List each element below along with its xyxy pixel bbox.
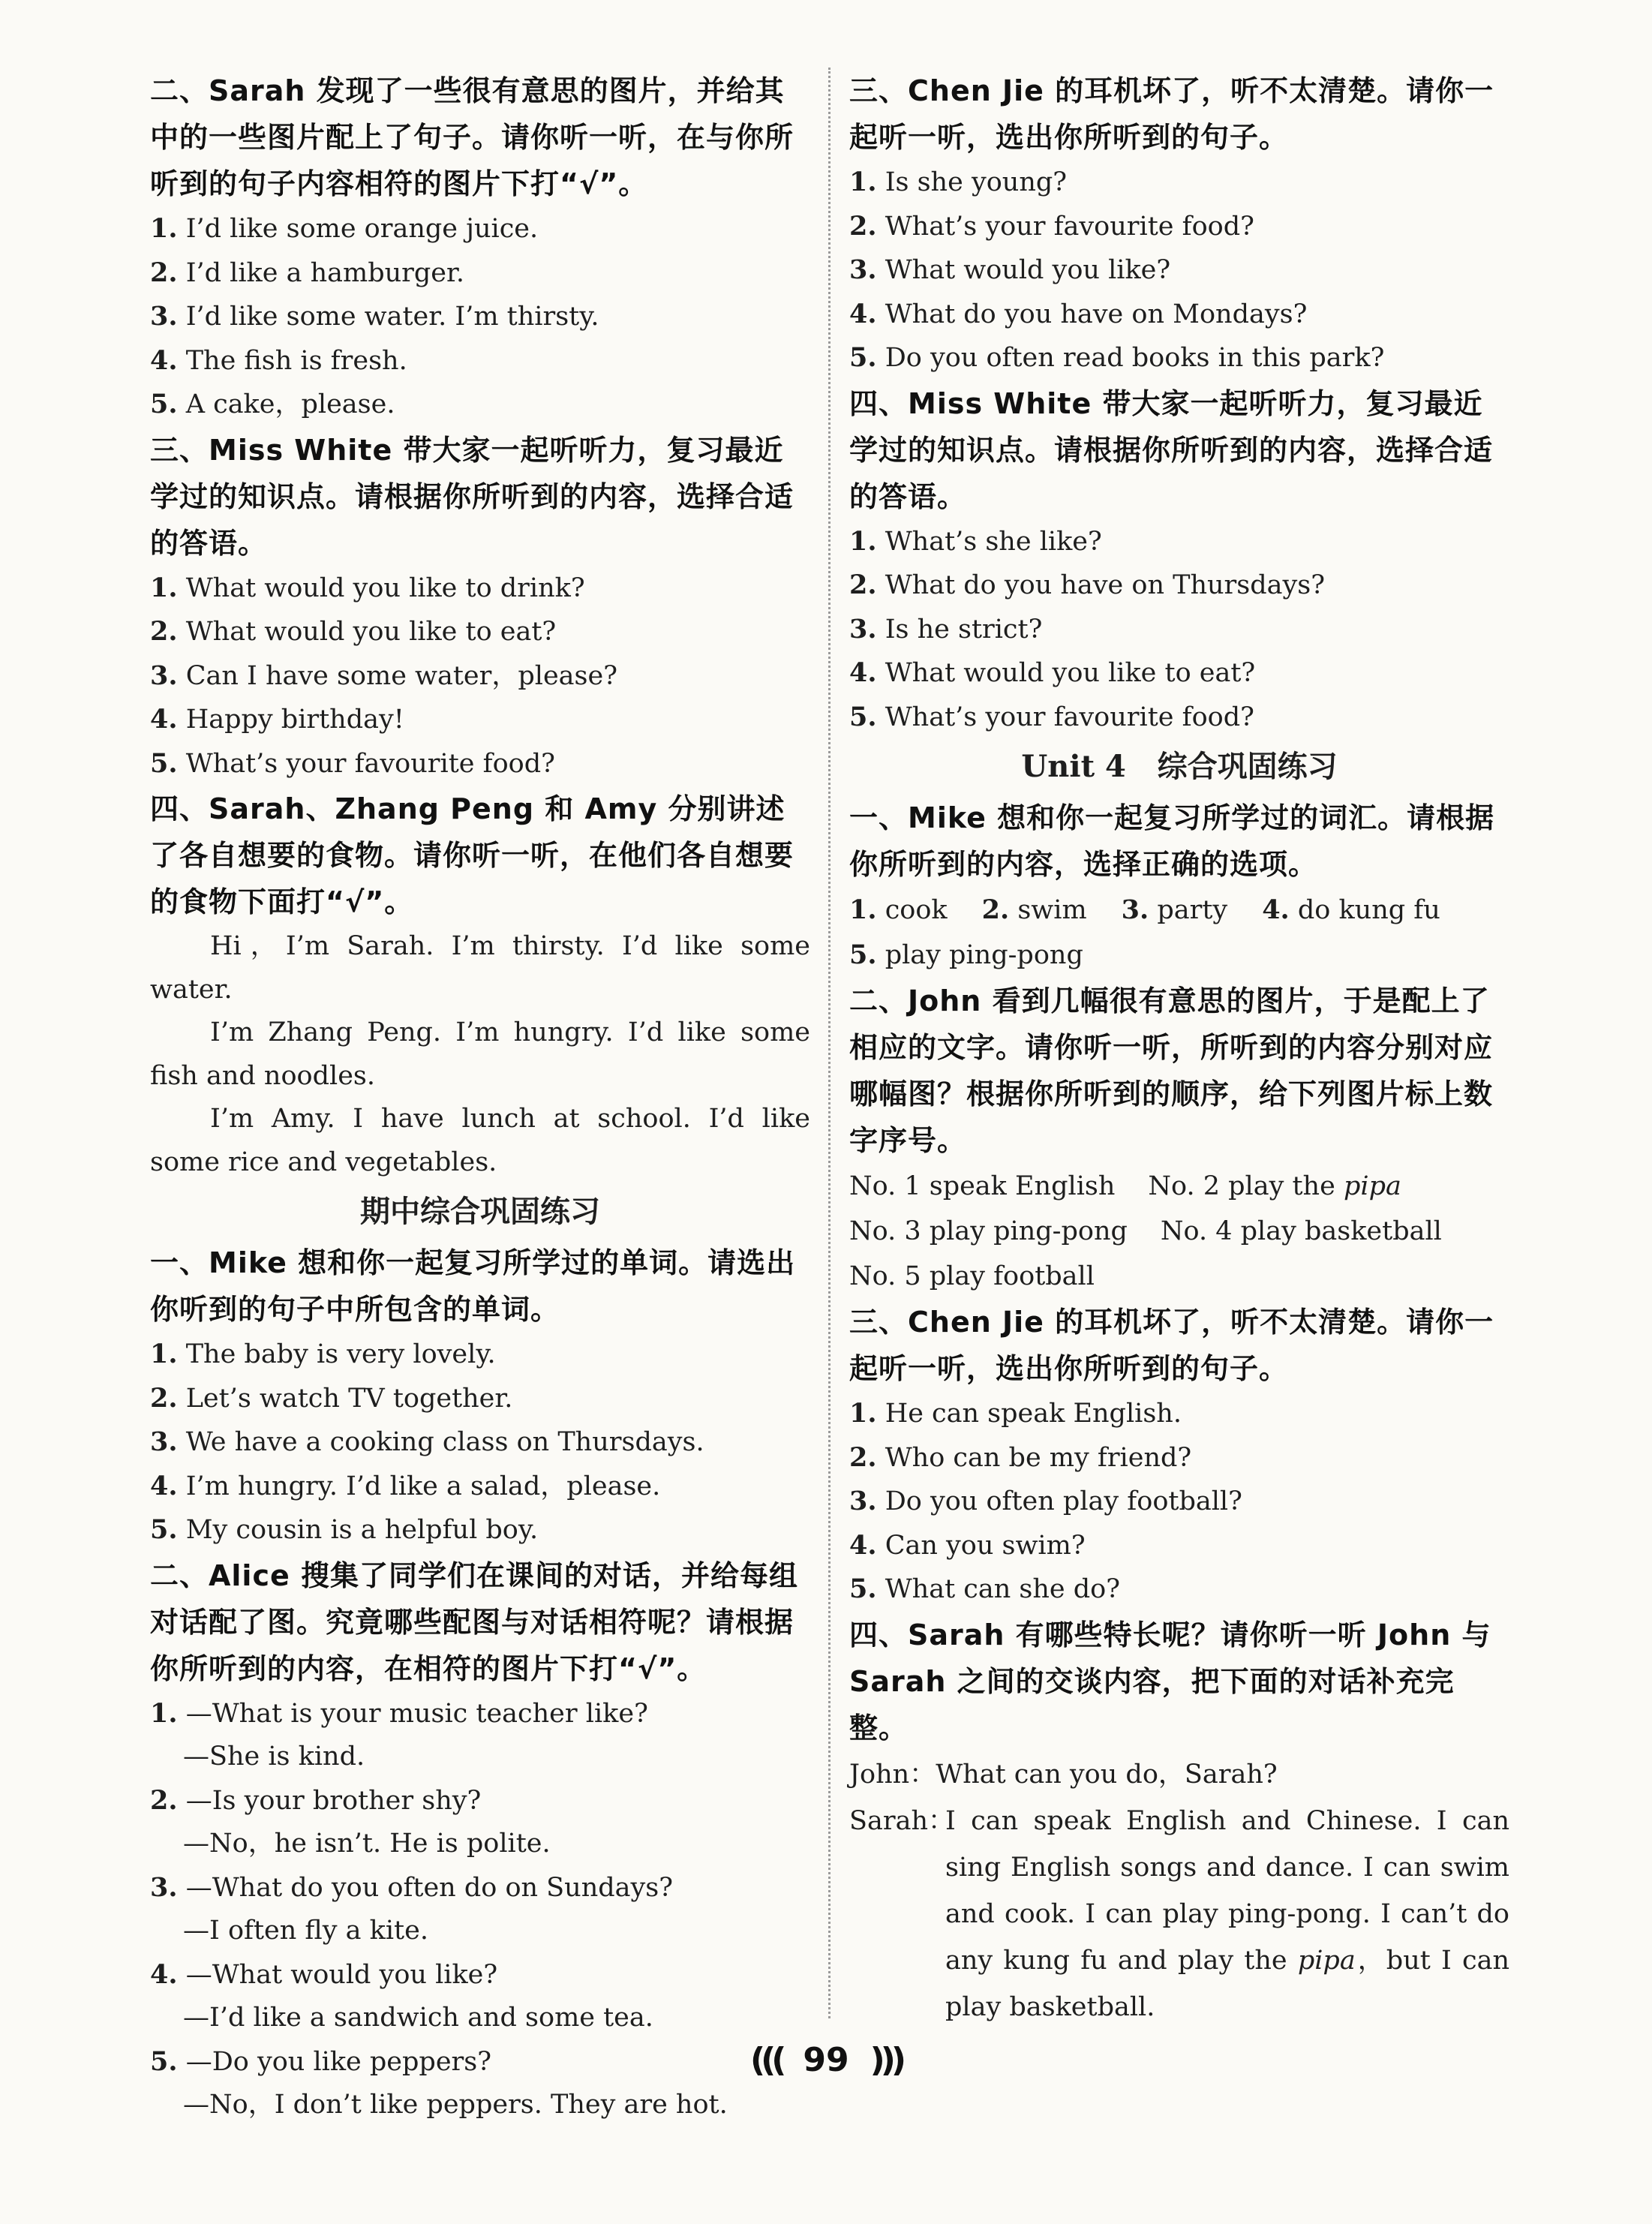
unit4-section-3-title: 三、Chen Jie 的耳机坏了，听不太清楚。请你一起听一听，选出你所听到的句子。	[849, 1306, 1494, 1385]
list-item: 3. I’d like some water. I’m thirsty.	[150, 301, 599, 332]
chevron-right-decoration: )))	[870, 2041, 902, 2079]
dialogue-line: 4. —What would you like?	[150, 1958, 498, 1990]
sarah-speaker: Sarah：	[849, 1805, 954, 1836]
sarah-paragraph: Hi，I’m Sarah. I’m thirsty. I’d like some water.	[150, 931, 810, 1005]
column-divider	[828, 68, 831, 2018]
option-item: 5. play ping-pong	[849, 939, 1083, 970]
right-column	[849, 68, 1509, 2030]
unit4-heading: Unit 4 综合巩固练习	[1021, 749, 1338, 784]
picture-label: No. 4 play basketball	[1160, 1216, 1442, 1246]
list-item: 2. Let’s watch TV together.	[150, 1382, 513, 1414]
midterm-heading: 期中综合巩固练习	[360, 1195, 600, 1229]
left-section-2-title: 二、Sarah 发现了一些很有意思的图片，并给其中的一些图片配上了句子。请你听一听，在与你所听到的句子内容相符的图片下打“√”。	[150, 74, 794, 200]
list-item: 1. Is she young?	[849, 167, 1068, 197]
amy-paragraph: I’m Amy. I have lunch at school. I’d like some rice and vegetables.	[150, 1104, 810, 1177]
option-item: 4. do kung fu	[1262, 894, 1440, 925]
dialogue-line: —No，he isn’t. He is polite.	[183, 1829, 551, 1859]
left-section-3-title: 三、Miss White 带大家一起听听力，复习最近学过的知识点。请根据你所听到的内容，选择合适的答语。	[150, 433, 794, 560]
list-item: 1. What’s she like?	[849, 525, 1102, 557]
list-item: 2. What would you like to eat?	[150, 616, 557, 647]
page-number	[0, 2041, 1652, 2079]
list-item: 4. What would you like to eat?	[849, 657, 1256, 688]
unit4-section-1-title: 一、Mike 想和你一起复习所学过的词汇。请根据你所听到的内容，选择正确的选项。	[849, 801, 1495, 881]
list-item: 3. Do you often play football?	[849, 1486, 1242, 1516]
list-item: 5. A cake，please.	[150, 389, 395, 419]
john-line: John：What can you do，Sarah?	[849, 1759, 1278, 1790]
list-item: 3. We have a cooking class on Thursdays.	[150, 1426, 704, 1457]
left-section-4-title: 四、Sarah、Zhang Peng 和 Amy 分别讲述了各自想要的食物。请你听一听，在他们各自想要的食物下面打“√”。	[150, 792, 794, 918]
picture-label-row	[849, 1164, 1509, 1209]
dialogue-line: —No，I don’t like peppers. They are hot.	[183, 2090, 728, 2120]
list-item: 4. The fish is fresh.	[150, 344, 407, 376]
picture-label: No. 3 play ping-pong	[849, 1216, 1128, 1246]
dialogue-line: 1. —What is your music teacher like?	[150, 1697, 648, 1729]
option-item: 1. cook	[849, 894, 948, 925]
list-item: 4. Happy birthday!	[150, 704, 404, 735]
list-item: 5. What’s your favourite food?	[150, 747, 555, 779]
midterm-section-2-title: 二、Alice 搜集了同学们在课间的对话，并给每组对话配了图。究竟哪些配图与对话相符呢？请根据你所听到的内容，在相符的图片下打“√”。	[150, 1558, 798, 1685]
picture-label-row	[849, 1254, 1509, 1299]
list-item: 2. What’s your favourite food?	[849, 210, 1254, 242]
chevron-left-decoration: (((	[750, 2041, 782, 2079]
dialogue-line: —I often fly a kite.	[183, 1916, 428, 1946]
list-item: 3. What would you like?	[849, 254, 1171, 285]
midterm-section-1-title: 一、Mike 想和你一起复习所学过的单词。请选出你听到的句子中所包含的单词。	[150, 1246, 796, 1326]
dialogue-line: —She is kind.	[183, 1742, 365, 1772]
picture-label: No. 2 play the pipa	[1148, 1171, 1401, 1201]
list-item: 2. Who can be my friend?	[849, 1441, 1192, 1473]
page-number-value: 99	[803, 2041, 849, 2079]
list-item: 5. Do you often read books in this park?	[849, 342, 1385, 373]
dialogue-line: —I’d like a sandwich and some tea.	[183, 2003, 653, 2033]
dialogue-line: 2. —Is your brother shy?	[150, 1784, 482, 1816]
list-item: 5. My cousin is a helpful boy.	[150, 1514, 539, 1545]
list-item: 1. What would you like to drink?	[150, 572, 585, 603]
list-item: 1. He can speak English.	[849, 1398, 1182, 1429]
list-item: 4. I’m hungry. I’d like a salad，please.	[150, 1470, 661, 1501]
sarah-line: I can speak English and Chinese. I can sing English songs and dance. I can swim and cook. I can play ping-pong. I can’t do any kung fu and play the pipa，but I can play basketball.	[945, 1805, 1509, 2022]
option-item: 3. party	[1121, 894, 1228, 925]
list-item: 3. Is he strict?	[849, 613, 1043, 645]
unit4-section-2-title: 二、John 看到几幅很有意思的图片，于是配上了相应的文字。请你听一听，所听到的内容分别对应哪幅图？根据你所听到的顺序，给下列图片标上数字序号。	[849, 984, 1494, 1157]
list-item: 4. Can you swim?	[849, 1529, 1086, 1561]
list-item: 1. The baby is very lovely.	[150, 1339, 496, 1369]
option-row	[849, 933, 1509, 978]
picture-label: No. 1 speak English	[849, 1171, 1116, 1201]
list-item: 5. What can she do?	[849, 1573, 1120, 1604]
right-section-4-title: 四、Miss White 带大家一起听听力，复习最近学过的知识点。请根据你所听到的内容，选择合适的答语。	[849, 386, 1494, 513]
list-item: 5. What’s your favourite food?	[849, 701, 1254, 732]
option-row	[849, 888, 1509, 933]
list-item: 2. What do you have on Thursdays?	[849, 570, 1326, 600]
left-column	[150, 68, 810, 2127]
list-item: 4. What do you have on Mondays?	[849, 298, 1308, 329]
zhang-peng-paragraph: I’m Zhang Peng. I’m hungry. I’d like some fish and noodles.	[150, 1017, 810, 1091]
dialogue-line: 3. —What do you often do on Sundays?	[150, 1871, 674, 1903]
list-item: 1. I’d like some orange juice.	[150, 213, 539, 244]
right-section-3-title: 三、Chen Jie 的耳机坏了，听不太清楚。请你一起听一听，选出你所听到的句子。	[849, 74, 1494, 154]
list-item: 3. Can I have some water，please?	[150, 660, 617, 691]
option-item: 2. swim	[981, 894, 1087, 925]
dialogue-line: 5. —Do you like peppers?	[150, 2045, 491, 2077]
list-item: 2. I’d like a hamburger.	[150, 257, 464, 288]
picture-label-row	[849, 1209, 1509, 1254]
picture-label: No. 5 play football	[849, 1261, 1095, 1291]
unit4-section-4-title: 四、Sarah 有哪些特长呢？请你听一听 John 与 Sarah 之间的交谈内容，把下面的对话补充完整。	[849, 1618, 1491, 1745]
